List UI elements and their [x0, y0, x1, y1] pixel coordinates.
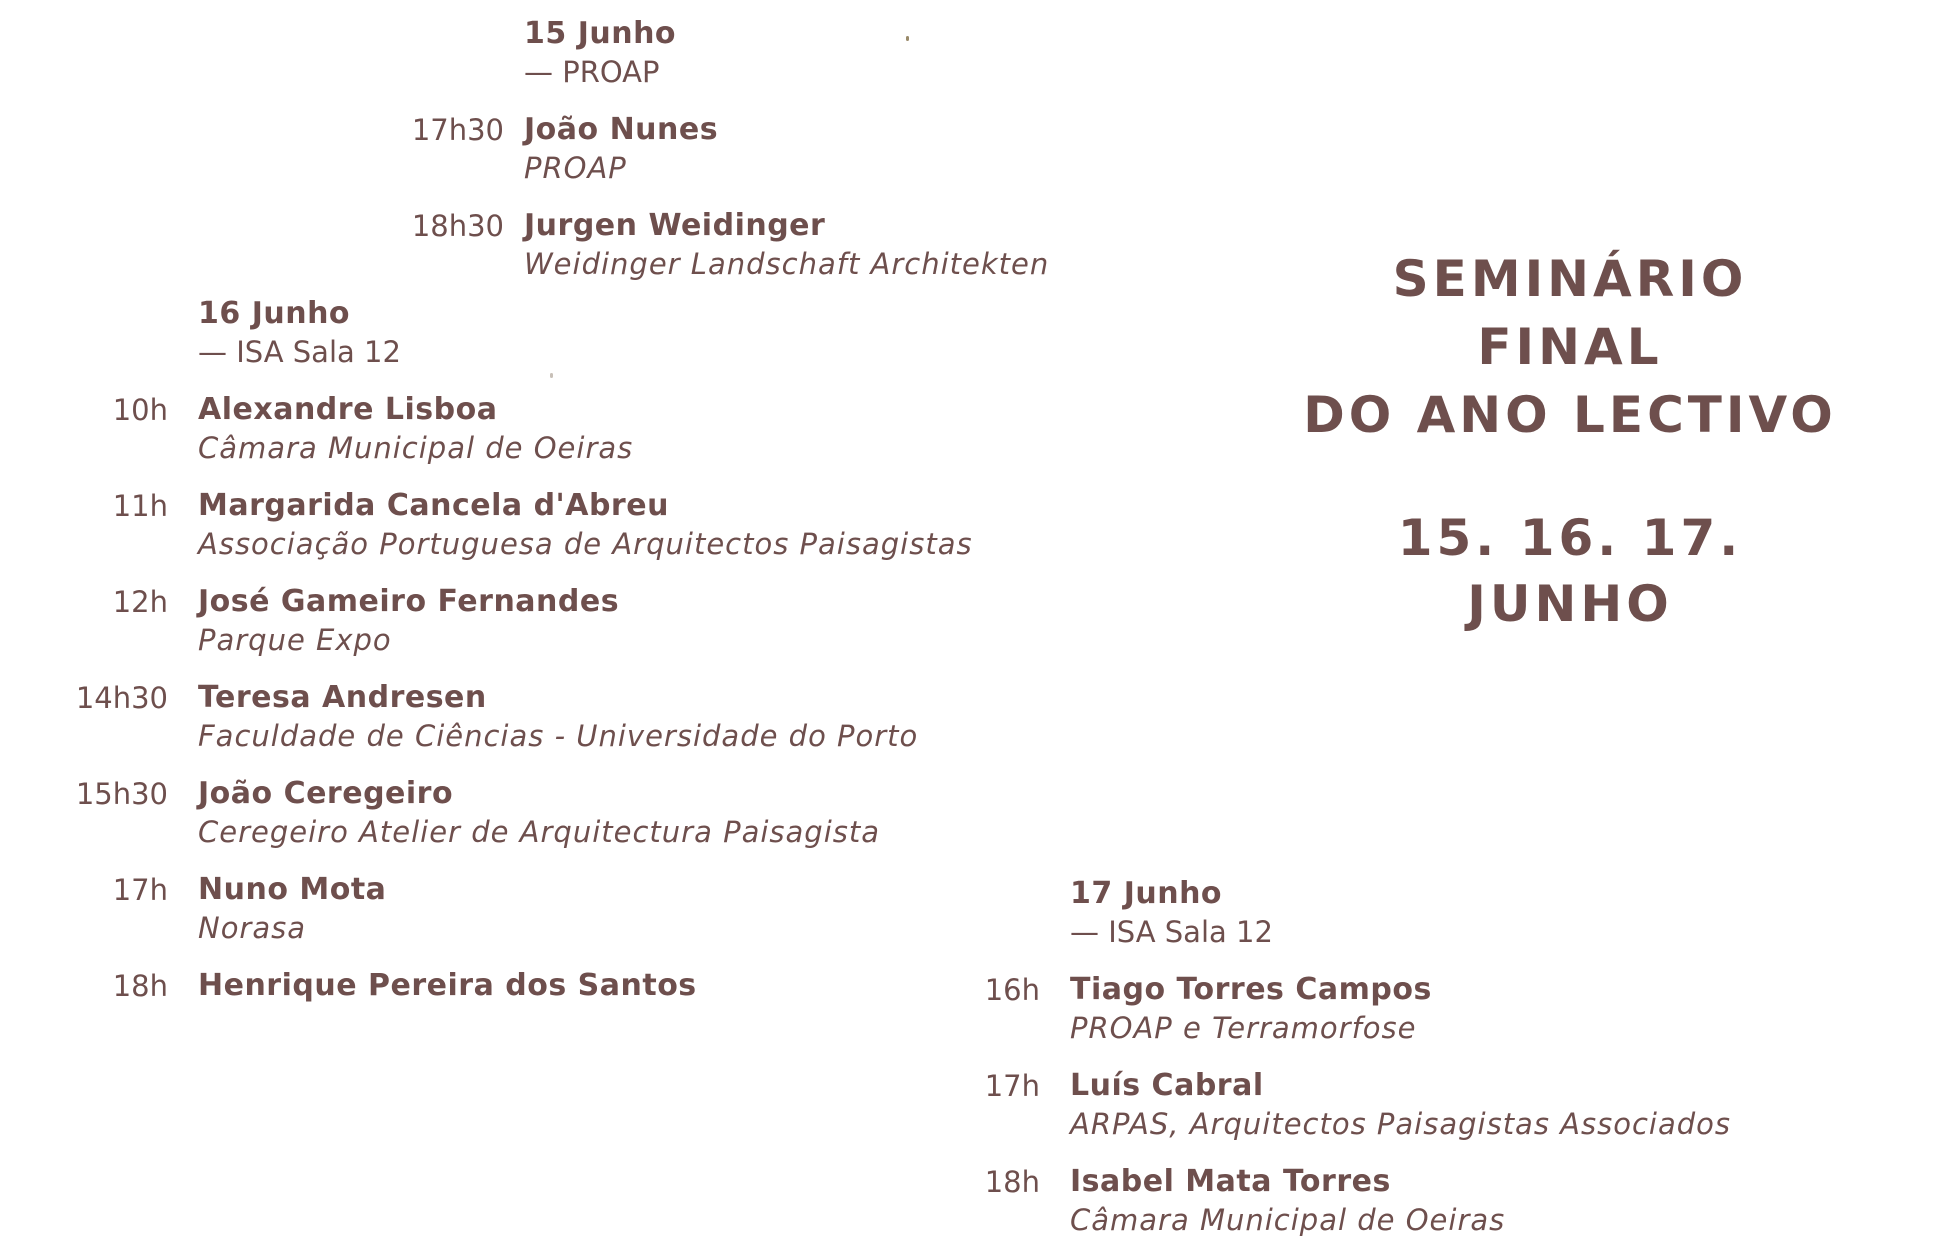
entry-time: 15h30: [75, 777, 168, 811]
speaker-name: Henrique Pereira dos Santos: [198, 968, 697, 1003]
schedule-entry: [112, 487, 1098, 563]
day-header: [524, 15, 1224, 91]
day-place: — ISA Sala 12: [198, 335, 401, 369]
entry-time: 18h: [984, 1165, 1040, 1199]
entry-time: 17h30: [411, 113, 504, 147]
speaker-name: Teresa Andresen: [198, 680, 487, 715]
speaker-name: José Gameiro Fernandes: [198, 584, 620, 619]
day-header: [1070, 875, 1890, 951]
schedule-entry: [112, 871, 1098, 947]
speaker-affiliation: Faculdade de Ciências - Universidade do Porto: [198, 719, 919, 753]
speaker-name: Tiago Torres Campos: [1070, 972, 1432, 1007]
entry-time: 17h: [112, 873, 168, 907]
schedule-entry: [411, 207, 1224, 283]
day-place: — ISA Sala 12: [1070, 915, 1273, 949]
speaker-name: João Nunes: [524, 112, 719, 147]
schedule-entry: [112, 391, 1098, 467]
title-line-3: DO ANO LECTIVO: [1303, 386, 1837, 444]
speaker-affiliation: Câmara Municipal de Oeiras: [198, 431, 634, 465]
scan-speck: [906, 36, 909, 41]
scan-speck: [550, 373, 553, 378]
seminar-dates: [1270, 505, 1870, 637]
speaker-affiliation: Associação Portuguesa de Arquitectos Paisagistas: [198, 527, 973, 561]
schedule-entry: [984, 1163, 1890, 1239]
day-header: [198, 295, 1098, 371]
speaker-affiliation: Weidinger Landschaft Architekten: [524, 247, 1050, 281]
entry-time: 16h: [984, 973, 1040, 1007]
schedule-entry: [984, 1067, 1890, 1143]
speaker-affiliation: PROAP e Terramorfose: [1070, 1011, 1417, 1045]
speaker-affiliation: Parque Expo: [198, 623, 392, 657]
speaker-name: Luís Cabral: [1070, 1068, 1264, 1103]
title-line-2: FINAL: [1477, 318, 1663, 376]
entry-time: 14h30: [75, 681, 168, 715]
day-place: — PROAP: [524, 55, 660, 89]
speaker-name: Alexandre Lisboa: [198, 392, 498, 427]
speaker-name: Isabel Mata Torres: [1070, 1164, 1391, 1199]
title-line-1: SEMINÁRIO: [1392, 250, 1748, 308]
day-block-15-junho: [411, 15, 1224, 283]
schedule-entry: [411, 111, 1224, 187]
entry-time: 11h: [112, 489, 168, 523]
speaker-affiliation: Ceregeiro Atelier de Arquitectura Paisagista: [198, 815, 880, 849]
schedule-entry: [75, 679, 1098, 755]
schedule-entry: [112, 583, 1098, 659]
entry-time: 12h: [112, 585, 168, 619]
speaker-affiliation: Norasa: [198, 911, 307, 945]
day-date: 17 Junho: [1070, 876, 1223, 911]
entry-time: 18h30: [411, 209, 504, 243]
dates-line-1: 15. 16. 17.: [1397, 509, 1743, 567]
speaker-affiliation: Câmara Municipal de Oeiras: [1070, 1203, 1506, 1237]
speaker-name: Nuno Mota: [198, 872, 387, 907]
schedule-entry: [984, 971, 1890, 1047]
day-date: 16 Junho: [198, 296, 351, 331]
entry-time: 10h: [112, 393, 168, 427]
speaker-name: Jurgen Weidinger: [524, 208, 826, 243]
entry-time: 18h: [112, 969, 168, 1003]
day-block-16-junho: [75, 295, 1098, 1005]
seminar-title-block: [1270, 245, 1870, 637]
day-block-17-junho: [984, 875, 1890, 1239]
speaker-affiliation: ARPAS, Arquitectos Paisagistas Associados: [1070, 1107, 1731, 1141]
schedule-entry: [75, 775, 1098, 851]
dates-line-2: JUNHO: [1467, 575, 1673, 633]
day-date: 15 Junho: [524, 16, 677, 51]
speaker-name: Margarida Cancela d'Abreu: [198, 488, 669, 523]
speaker-name: João Ceregeiro: [198, 776, 454, 811]
entry-time: 17h: [984, 1069, 1040, 1103]
speaker-affiliation: PROAP: [524, 151, 627, 185]
